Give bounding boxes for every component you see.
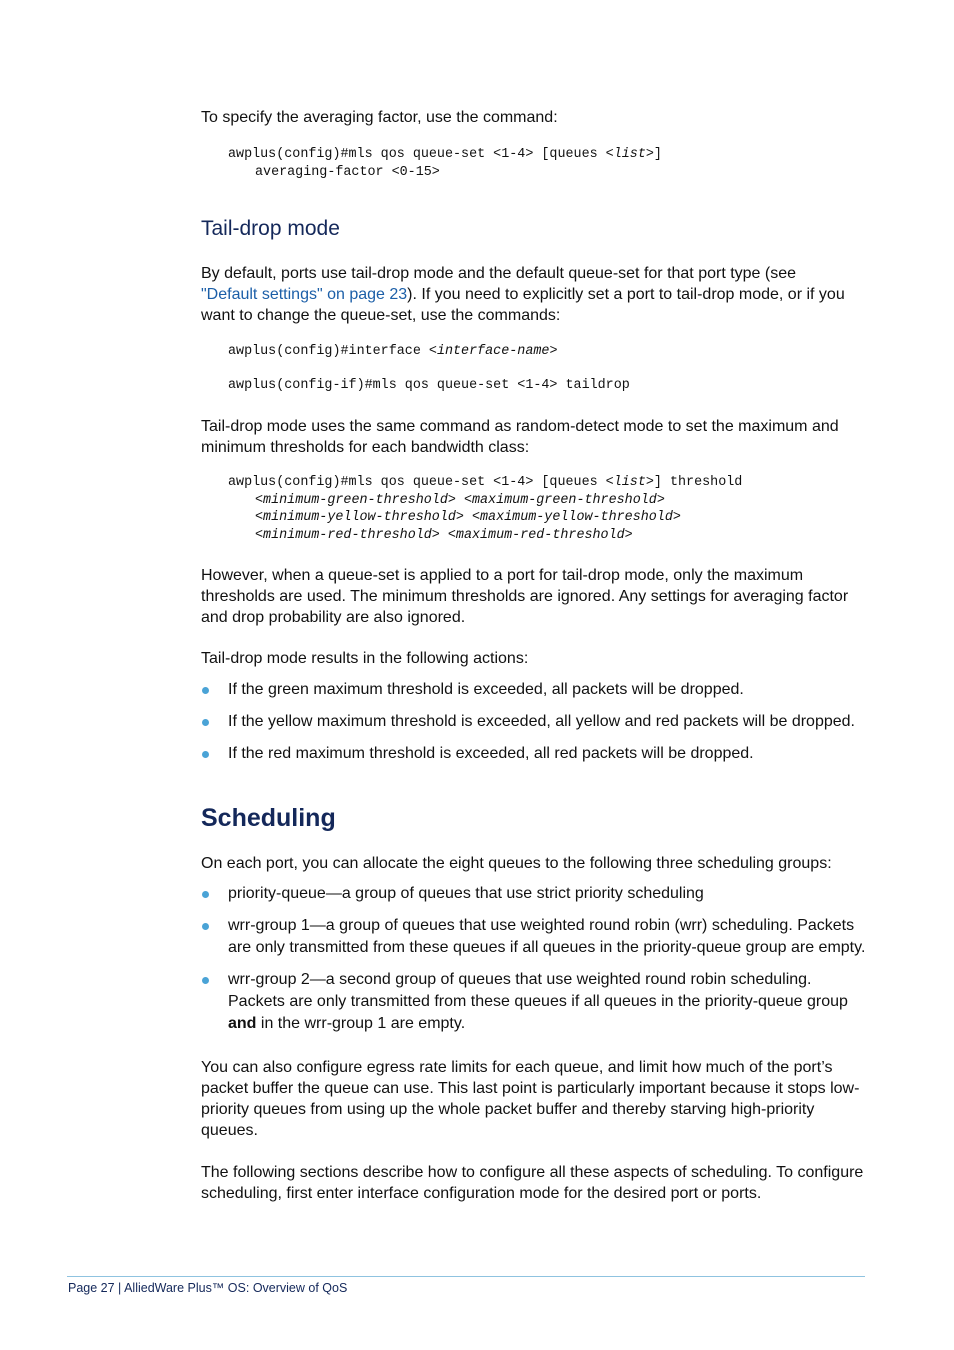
list-item: If the green maximum threshold is exceeded, all packets will be dropped. — [201, 679, 867, 701]
list-item: wrr-group 1—a group of queues that use weighted round robin (wrr) scheduling. Packets are only transmitted from these queues if all queues in the priority-queue group are empty. — [201, 915, 867, 959]
code-line: <minimum-green-threshold> <maximum-green-threshold> — [255, 492, 665, 508]
following-sections-paragraph: The following sections describe how to configure all these aspects of scheduling. To configure scheduling, first enter interface configuration mode for the desired port or ports. — [201, 1164, 864, 1202]
code-averaging-factor — [201, 146, 867, 181]
bullet-icon — [202, 923, 209, 930]
list-item: wrr-group 2—a second group of queues that use weighted round robin scheduling. Packets are only transmitted from these queues if all queues in the priority-queue group and in the wrr-group 1 are empty. — [201, 969, 867, 1035]
list-item: If the red maximum threshold is exceeded, all red packets will be dropped. — [201, 743, 867, 765]
same-command-paragraph: Tail-drop mode uses the same command as random-detect mode to set the maximum and minimum thresholds for each bandwidth class: — [201, 418, 839, 456]
bullet-icon — [202, 891, 209, 898]
code-interface — [201, 343, 867, 361]
actions-list — [201, 679, 867, 765]
footer-divider — [67, 1276, 865, 1277]
however-paragraph: However, when a queue-set is applied to a port for tail-drop mode, only the maximum thresholds are used. The minimum thresholds are ignored. Any settings for averaging factor and drop probability are also ignored. — [201, 567, 849, 626]
bullet-icon — [202, 687, 209, 694]
code-line: awplus(config-if)#mls qos queue-set <1-4> taildrop — [228, 377, 630, 393]
results-intro: Tail-drop mode results in the following actions: — [201, 650, 529, 667]
code-line: awplus(config)#mls qos queue-set <1-4> [queues <list>] threshold — [228, 475, 743, 490]
code-line: awplus(config)#interface <interface-name> — [228, 344, 558, 359]
list-item: If the yellow maximum threshold is exceeded, all yellow and red packets will be dropped. — [201, 711, 867, 733]
each-port-paragraph: On each port, you can allocate the eight queues to the following three scheduling groups: — [201, 855, 832, 872]
averaging-intro: To specify the averaging factor, use the command: — [201, 109, 558, 126]
code-line: awplus(config)#mls qos queue-set <1-4> [queues <list>] — [228, 147, 662, 162]
page-content — [201, 107, 867, 1204]
section-heading-scheduling: Scheduling — [201, 804, 336, 832]
scheduling-groups-list — [201, 883, 867, 1035]
code-threshold — [201, 474, 867, 544]
default-settings-link[interactable]: "Default settings" on page 23 — [201, 286, 408, 303]
code-line: <minimum-yellow-threshold> <maximum-yellow-threshold> — [255, 510, 681, 525]
code-line: averaging-factor <0-15> — [255, 164, 440, 180]
list-item: priority-queue—a group of queues that use strict priority scheduling — [201, 883, 867, 905]
code-taildrop — [201, 377, 867, 395]
bullet-icon — [202, 977, 209, 984]
bullet-icon — [202, 719, 209, 726]
page-footer: Page 27 | AlliedWare Plus™ OS: Overview of QoS — [68, 1281, 348, 1295]
egress-paragraph: You can also configure egress rate limits for each queue, and limit how much of the port’s packet buffer the queue can use. This last point is particularly important because it stops low-priority queues from using up the whole packet buffer and thereby starving high-priority queues. — [201, 1059, 860, 1139]
bullet-icon — [202, 751, 209, 758]
code-line: <minimum-red-threshold> <maximum-red-threshold> — [255, 527, 633, 543]
section-heading-tail-drop: Tail-drop mode — [201, 217, 340, 240]
default-settings-paragraph: By default, ports use tail-drop mode and the default queue-set for that port type (see "Default settings" on page 23). If you need to explicitly set a port to tail-drop mode, or if you want to change the queue-set, use the commands: — [201, 265, 845, 324]
